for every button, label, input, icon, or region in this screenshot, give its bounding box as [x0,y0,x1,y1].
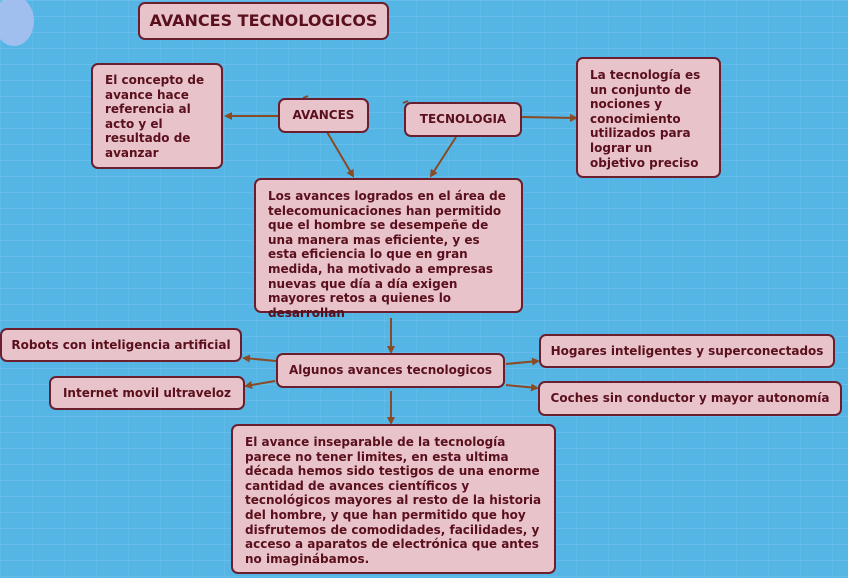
telecom-node: Los avances logrados en el área de telecomunicaciones han permitido que el hombre se desempeñe de una manera mas eficiente, y es esta eficiencia lo que en gran medida, ha motivado a empresas nuevas que día a día exigen mayores retos a quienes lo desarrollan [254,178,523,313]
robots-node: Robots con inteligencia artificial [0,328,242,362]
hogares-node: Hogares inteligentes y superconectados [539,334,835,368]
algunos-avances-node: Algunos avances tecnologicos [276,353,505,388]
diagram-title: AVANCES TECNOLOGICOS [138,2,389,40]
tecnologia-definition-node: La tecnología es un conjunto de nociones y conocimiento utilizados para lograr un objetivo preciso [576,57,721,178]
avances-node: AVANCES [278,98,369,133]
arrow-algunos-to-robots [244,358,276,361]
conclusion-node: El avance inseparable de la tecnología parece no tener limites, en esta ultima década hemos sido testigos de una enorme cantidad de avances científicos y tecnológicos mayores al resto de la historia del hombre, y que han permitido que hoy disfrutemos de comodidades, facilidades, y acceso a aparatos de electrónica que antes no imaginábamos. [231,424,556,574]
arrow-algunos-to-hogares [506,361,538,364]
arrow-tecnologia-to-definition [521,117,576,118]
arrow-algunos-to-internet [246,381,275,386]
arrow-avances-to-telecom [327,132,353,176]
coches-node: Coches sin conductor y mayor autonomía [538,381,842,416]
arrow-tecnologia-to-telecom [431,137,456,176]
arrow-algunos-to-coches [506,385,537,388]
internet-node: Internet movil ultraveloz [49,376,245,410]
avance-definition-node: El concepto de avance hace referencia al acto y el resultado de avanzar [91,63,223,169]
tecnologia-node: TECNOLOGIA [404,102,522,137]
